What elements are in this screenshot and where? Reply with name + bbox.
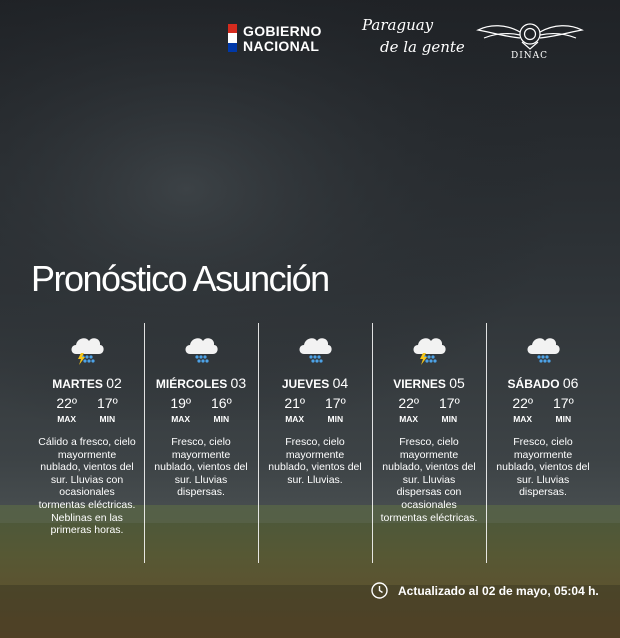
min-temp-label: MIN: [213, 414, 230, 424]
max-temp-value: 22º: [398, 395, 419, 411]
min-temp-value: 17º: [325, 395, 346, 411]
min-temp: [97, 395, 118, 424]
header: [0, 0, 620, 80]
temperatures: [30, 395, 144, 424]
min-temp: [211, 395, 232, 424]
gobierno-nacional-logo[interactable]: [228, 24, 322, 54]
max-temp-value: 21º: [284, 395, 305, 411]
cloud-rain-icon: [523, 327, 563, 367]
day-name: [372, 375, 486, 391]
min-temp-value: 16º: [211, 395, 232, 411]
day-name-label: VIERNES: [393, 377, 446, 391]
cloud-thunder-rain-icon: [409, 327, 449, 367]
day-name: [486, 375, 600, 391]
forecast-day: [30, 323, 144, 563]
max-temp: [56, 395, 77, 424]
min-temp-label: MIN: [555, 414, 572, 424]
forecast-day: [258, 323, 372, 563]
dinac-label: DINAC: [511, 51, 549, 61]
max-temp: [512, 395, 533, 424]
min-temp-value: 17º: [553, 395, 574, 411]
day-name-label: MIÉRCOLES: [155, 377, 228, 391]
temperatures: [486, 395, 600, 424]
forecast-day: [486, 323, 600, 563]
max-temp-value: 22º: [512, 395, 533, 411]
forecast-description: Cálido a fresco, cielo mayormente nublado, vientos del sur. Lluvias con ocasionales tormentas eléctricas. Neblinas en las primeras horas.: [38, 436, 136, 537]
min-temp-label: MIN: [327, 414, 344, 424]
day-name: [30, 375, 144, 391]
max-temp-value: 19º: [170, 395, 191, 411]
min-temp: [553, 395, 574, 424]
temperatures: [258, 395, 372, 424]
temperatures: [372, 395, 486, 424]
day-number: 02: [106, 375, 122, 391]
update-text: Actualizado al 02 de mayo, 05:04 h.: [398, 583, 599, 598]
max-temp-value: 22º: [56, 395, 77, 411]
day-name: [258, 375, 372, 391]
day-name-label: MARTES: [52, 377, 103, 391]
max-temp-label: MAX: [285, 414, 305, 424]
update-info: [371, 582, 599, 599]
max-temp-label: MAX: [57, 414, 77, 424]
cloud-rain-icon: [181, 327, 221, 367]
max-temp: [398, 395, 419, 424]
min-temp-value: 17º: [97, 395, 118, 411]
forecast-days: [30, 323, 600, 563]
forecast-description: Fresco, cielo mayormente nublado, vientos del sur. Lluvias dispersas con ocasionales tormentas eléctricas.: [380, 436, 478, 524]
gobierno-line2: NACIONAL: [243, 38, 320, 54]
slogan-line2: de la gente: [380, 38, 465, 56]
paraguay-de-la-gente-logo[interactable]: [362, 14, 465, 58]
day-number: 06: [562, 375, 579, 391]
max-temp: [170, 395, 191, 424]
day-name-label: JUEVES: [281, 377, 330, 391]
gobierno-line1: GOBIERNO: [243, 23, 322, 39]
max-temp-label: MAX: [513, 414, 533, 424]
paraguay-flag-icon: [228, 24, 237, 52]
min-temp: [439, 395, 460, 424]
temperatures: [144, 395, 258, 424]
day-number: 05: [449, 375, 465, 391]
forecast-description: Fresco, cielo mayormente nublado, vientos del sur. Lluvias dispersas.: [154, 436, 248, 499]
clock-icon: [371, 582, 388, 599]
forecast-day: [372, 323, 486, 563]
day-number: 04: [332, 375, 349, 391]
max-temp-label: MAX: [399, 414, 419, 424]
day-name: [144, 375, 258, 391]
slogan-line1: Paraguay: [362, 16, 434, 34]
cloud-rain-icon: [295, 327, 335, 367]
max-temp-label: MAX: [171, 414, 191, 424]
cloud-thunder-rain-icon: [67, 327, 107, 367]
forecast-day: [144, 323, 258, 563]
forecast-description: Fresco, cielo mayormente nublado, vientos del sur. Lluvias dispersas.: [496, 436, 590, 499]
min-temp-label: MIN: [99, 414, 116, 424]
day-name-label: SÁBADO: [507, 377, 560, 391]
page-title: Pronóstico Asunción: [31, 258, 329, 299]
day-number: 03: [230, 375, 247, 391]
forecast-description: Fresco, cielo mayormente nublado, vientos del sur. Lluvias.: [268, 436, 362, 486]
max-temp: [284, 395, 305, 424]
min-temp-label: MIN: [441, 414, 458, 424]
min-temp-value: 17º: [439, 395, 460, 411]
min-temp: [325, 395, 346, 424]
